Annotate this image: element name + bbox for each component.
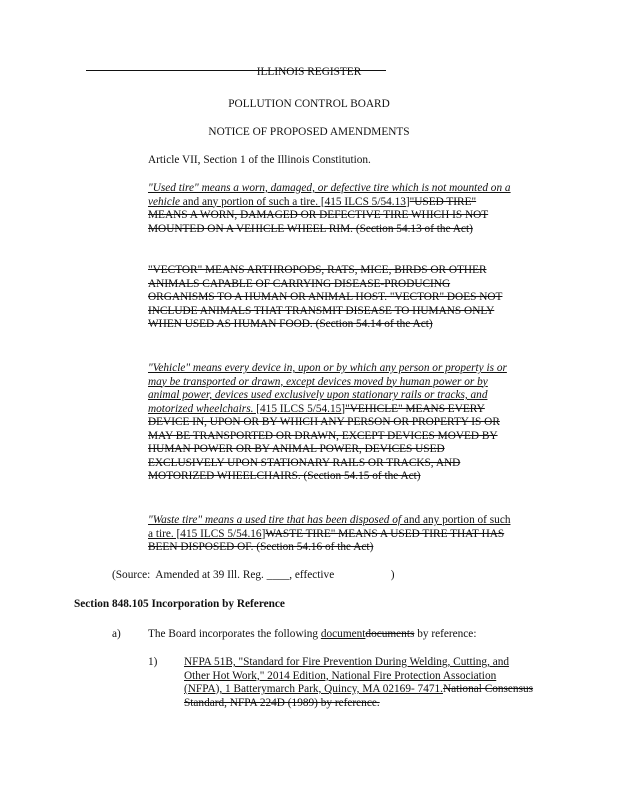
vector-cite: (Section 54.14 of the Act) <box>312 318 433 330</box>
source-note: (Source: Amended at 39 Ill. Reg. ____, effective ) <box>112 569 395 581</box>
used-tire-definition <box>148 182 518 236</box>
item-a-text <box>148 628 538 642</box>
item-a-text-post: by reference: <box>414 628 477 640</box>
vehicle-new-cite: [415 ILCS 5/54.15] <box>253 402 346 415</box>
used-tire-new-definition: "Used tire" means a worn, damaged, or defective tire which is not mounted on a vehicle <box>148 182 511 208</box>
item-1-label: 1) <box>148 656 158 668</box>
waste-tire-new-definition: "Waste tire" means a used tire that has been disposed of <box>148 514 401 526</box>
register-title: ILLINOIS REGISTER <box>256 66 362 78</box>
item-1-old-text: National Consensus Standard, NFPA 224D (1989) by reference. <box>184 683 534 709</box>
used-tire-new-cite: and any portion of such a tire. [415 ILCS 5/54.13] <box>179 195 410 208</box>
vehicle-definition <box>148 362 518 484</box>
notice-title: NOTICE OF PROPOSED AMENDMENTS <box>208 126 410 138</box>
vehicle-old-text: "VEHICLE" MEANS EVERY DEVICE IN, UPON OR BY WHICH ANY PERSON OR PROPERTY IS OR MAY BE TRANSPORTED OR DRAWN, EXCEPT DEVICES MOVED BY HUMAN POWER OR BY ANIMAL POWER, DEVICES USED EXCLUSIVELY UPON STATIONARY RAILS OR TRACKS, AND MOTORIZED WHEELCHAIRS. (Section 54.15 of the Act) <box>148 402 500 482</box>
section-heading: Section 848.105 Incorporation by Reference <box>74 598 285 610</box>
item-a-text-pre: The Board incorporates the following <box>148 628 321 640</box>
item-a-new-word: document <box>320 628 366 640</box>
vector-definition <box>148 264 518 332</box>
item-1-text <box>184 656 536 710</box>
waste-tire-definition <box>148 514 518 555</box>
vector-old-text: "VECTOR" MEANS ARTHROPODS, RATS, MICE, BIRDS OR OTHER ANIMALS CAPABLE OF CARRYING DISEASE-PRODUCING ORGANISMS TO A HUMAN OR ANIMAL HOST. "VECTOR" DOES NOT INCLUDE ANIMALS THAT TRANSMIT DISEASE TO HUMANS ONLY WHEN USED AS HUMAN FOOD. <box>148 264 503 330</box>
used-tire-old-text: "USED TIRE" MEANS A WORN, DAMAGED OR DEFECTIVE TIRE WHICH IS NOT MOUNTED ON A VEHICLE WHEEL RIM. (Section 54.13 of the Act) <box>148 195 489 235</box>
vehicle-new-definition: "Vehicle" means every device in, upon or by which any person or property is or may be transported or drawn, except devices moved by human power or by animal power, devices used exclusively upon stationary rails or tracks, and motorized wheelchairs. <box>148 362 507 415</box>
item-a-old-word: documents <box>365 628 415 640</box>
board-title: POLLUTION CONTROL BOARD <box>228 98 390 110</box>
waste-tire-new-cite: and any portion of such a tire. [415 ILCS 5/54.16] <box>148 514 511 540</box>
article-reference: Article VII, Section 1 of the Illinois Constitution. <box>148 154 371 166</box>
item-1-new-text: NFPA 51B, "Standard for Fire Prevention During Welding, Cutting, and Other Hot Work," 2014 Edition, National Fire Protection Association (NFPA), 1 Batterymarch Park, Quincy, MA 02169- 7471. <box>184 656 510 695</box>
waste-tire-old-text: WASTE TIRE" MEANS A USED TIRE THAT HAS BEEN DISPOSED OF. (Section 54.16 of the Act) <box>148 527 505 553</box>
item-a-label: a) <box>112 628 121 640</box>
